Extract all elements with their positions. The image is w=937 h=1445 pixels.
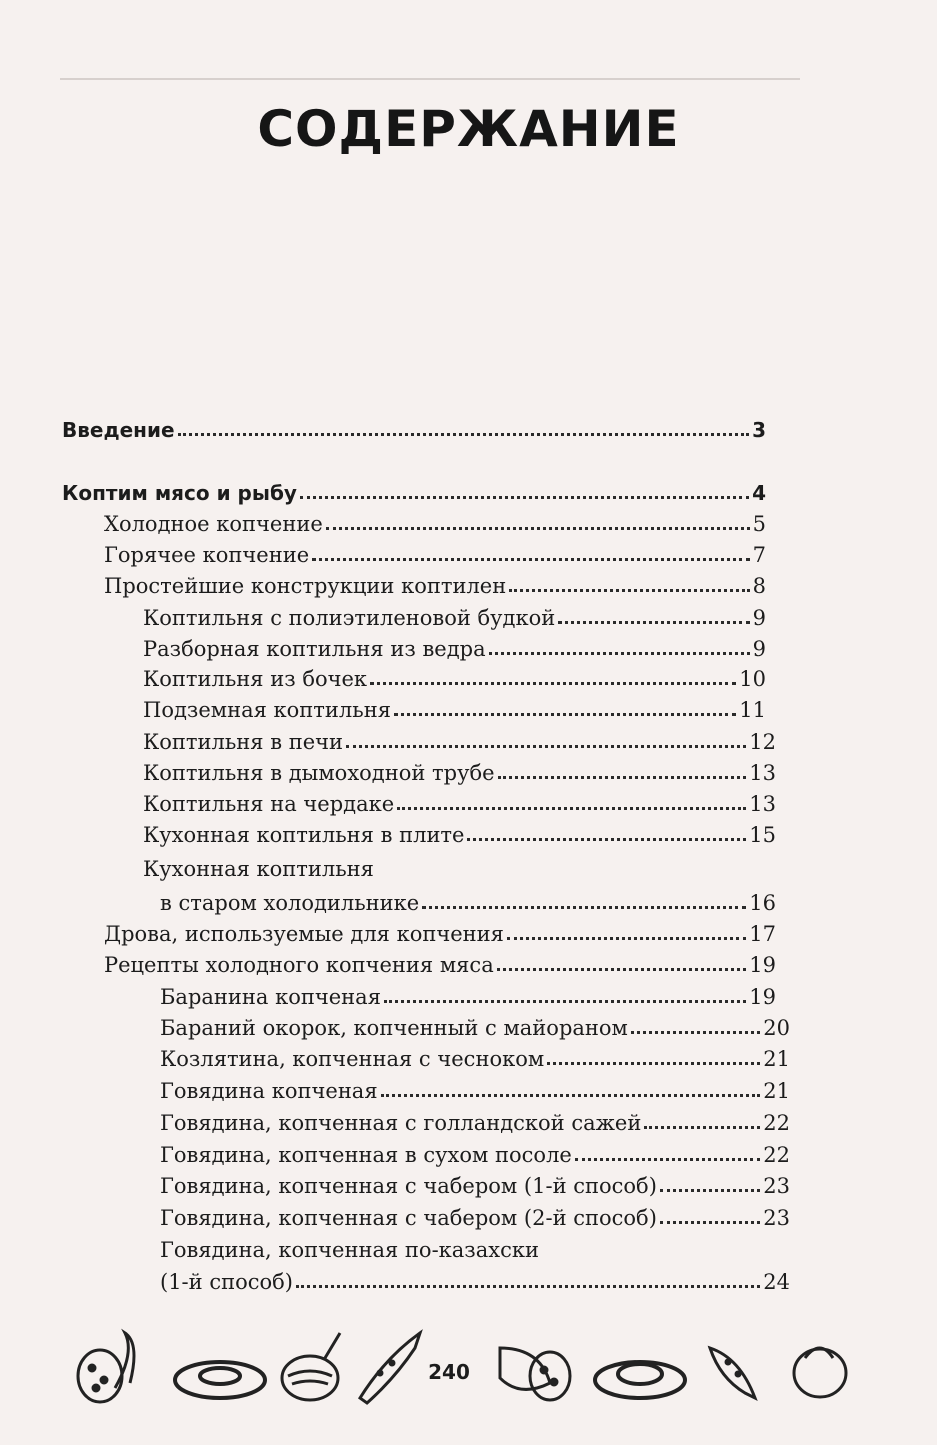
toc-entry-page: 9 (752, 637, 766, 661)
dot-leader (509, 589, 749, 592)
toc-entry-title: Коптильня в дымоходной трубе (143, 761, 495, 785)
sausage-icon (78, 1333, 134, 1402)
toc-entry (104, 574, 766, 598)
toc-entry (160, 1079, 790, 1103)
meat-icon (794, 1348, 846, 1397)
fish-icon (360, 1333, 420, 1403)
dot-leader (467, 838, 746, 841)
toc-entry-page: 5 (752, 512, 766, 536)
toc-entry-title: Говядина, копченная с чабером (2-й способ) (160, 1206, 657, 1230)
toc-entry-page: 16 (749, 891, 776, 915)
plate-icon (175, 1362, 265, 1398)
dot-leader (489, 652, 750, 655)
dot-leader (394, 713, 736, 716)
dot-leader (498, 776, 747, 779)
toc-entry-page: 23 (763, 1174, 790, 1198)
toc-entry-page: 7 (752, 543, 766, 567)
toc-entry-page: 10 (739, 667, 766, 691)
toc-entry-page: 21 (763, 1047, 790, 1071)
toc-entry (160, 1206, 790, 1230)
dot-leader (381, 1094, 761, 1097)
toc-entry-page: 11 (739, 698, 766, 722)
toc-entry-title: Горячее копчение (104, 543, 310, 567)
toc-entry-title: Говядина копченая (160, 1079, 378, 1103)
toc-entry-page: 12 (749, 730, 776, 754)
toc-entry (143, 730, 776, 754)
toc-entry (160, 1111, 790, 1135)
toc-entry-page: 9 (752, 606, 766, 630)
dot-leader (575, 1158, 760, 1161)
dot-leader (296, 1285, 760, 1288)
toc-entry (143, 606, 766, 630)
toc-entry (160, 1143, 790, 1167)
toc-entry-page: 17 (749, 922, 776, 946)
toc-entry-title: Дрова, используемые для копчения (104, 922, 504, 946)
toc-entry-title: в старом холодильнике (160, 891, 420, 915)
toc-entry (143, 698, 766, 722)
toc-entry-page: 22 (763, 1143, 790, 1167)
plate-icon (595, 1362, 685, 1398)
toc-entry (143, 761, 776, 785)
toc-entry-page: 13 (749, 792, 776, 816)
dot-leader (397, 807, 746, 810)
dot-leader (547, 1062, 760, 1065)
toc-entry (160, 1016, 790, 1040)
toc-entry-page: 15 (749, 823, 776, 847)
dot-leader (660, 1189, 760, 1192)
toc-entry (62, 418, 766, 442)
toc-entry-title: Бараний окорок, копченный с майораном (160, 1016, 628, 1040)
toc-entry-page: 23 (763, 1206, 790, 1230)
toc-entry-page: 3 (752, 418, 766, 442)
toc-entry-page: 13 (749, 761, 776, 785)
toc-entry-page: 21 (763, 1079, 790, 1103)
toc-entry-title: Говядина, копченная по-казахски (160, 1238, 540, 1262)
toc-entry-title: (1-й способ) (160, 1270, 293, 1294)
toc-entry-title: Говядина, копченная в сухом посоле (160, 1143, 572, 1167)
dot-leader (631, 1031, 760, 1034)
toc-entry (104, 512, 766, 536)
toc-entry (160, 891, 776, 915)
toc-entry-title: Баранина копченая (160, 985, 381, 1009)
toc-entry-page: 24 (763, 1270, 790, 1294)
toc-entry (160, 1238, 790, 1262)
toc-entry-title: Коптильня на чердаке (143, 792, 395, 816)
toc-entry (160, 985, 776, 1009)
toc-entry-title: Холодное копчение (104, 512, 323, 536)
toc-entry (62, 481, 766, 505)
toc-entry-title: Коптильня с полиэтиленовой будкой (143, 606, 556, 630)
toc-entry-title: Рецепты холодного копчения мяса (104, 953, 494, 977)
toc-entry (160, 1270, 790, 1294)
toc-entry (143, 792, 776, 816)
toc-entry-title: Подземная коптильня (143, 698, 391, 722)
toc-entry (143, 637, 766, 661)
toc-entry-title: Кухонная коптильня (143, 857, 374, 881)
toc-entry-page: 19 (749, 953, 776, 977)
sausage-icon (530, 1352, 570, 1400)
toc-entry-page: 19 (749, 985, 776, 1009)
toc-entry-page: 22 (763, 1111, 790, 1135)
toc-entry (104, 953, 776, 977)
dot-leader (326, 527, 750, 530)
dot-leader (178, 433, 750, 436)
dot-leader (644, 1126, 760, 1129)
toc-entry (104, 543, 766, 567)
toc-entry-title: Введение (62, 418, 175, 442)
meat-icon (282, 1333, 340, 1400)
page-number: 240 (428, 1360, 470, 1384)
dot-leader (497, 968, 747, 971)
dot-leader (660, 1221, 760, 1224)
toc-entry (160, 1174, 790, 1198)
toc-entry (160, 1047, 790, 1071)
dot-leader (346, 745, 746, 748)
dot-leader (422, 906, 746, 909)
toc-entry-title: Коптим мясо и рыбу (62, 481, 297, 505)
dot-leader (384, 1000, 746, 1003)
toc-entry (143, 823, 776, 847)
toc-entry-title: Простейшие конструкции коптилен (104, 574, 507, 598)
dot-leader (507, 937, 746, 940)
page-title: СОДЕРЖАНИЕ (257, 100, 680, 158)
toc-entry-title: Кухонная коптильня в плите (143, 823, 465, 847)
toc-entry-page: 4 (752, 481, 766, 505)
toc-entry-title: Козлятина, копченная с чесноком (160, 1047, 545, 1071)
dot-leader (370, 682, 736, 685)
dot-leader (312, 558, 749, 561)
toc-entry-page: 8 (752, 574, 766, 598)
dot-leader (558, 621, 749, 624)
toc-entry (143, 667, 766, 691)
toc-entry-title: Говядина, копченная с чабером (1-й способ) (160, 1174, 657, 1198)
fish-icon (710, 1348, 755, 1398)
toc-entry-title: Коптильня из бочек (143, 667, 368, 691)
toc-entry-title: Коптильня в печи (143, 730, 344, 754)
toc-entry-title: Говядина, копченная с голландской сажей (160, 1111, 642, 1135)
toc-entry (104, 922, 776, 946)
toc-entry-title: Разборная коптильня из ведра (143, 637, 486, 661)
toc-entry-page: 20 (763, 1016, 790, 1040)
dot-leader (300, 496, 749, 499)
toc-entry (143, 857, 776, 881)
